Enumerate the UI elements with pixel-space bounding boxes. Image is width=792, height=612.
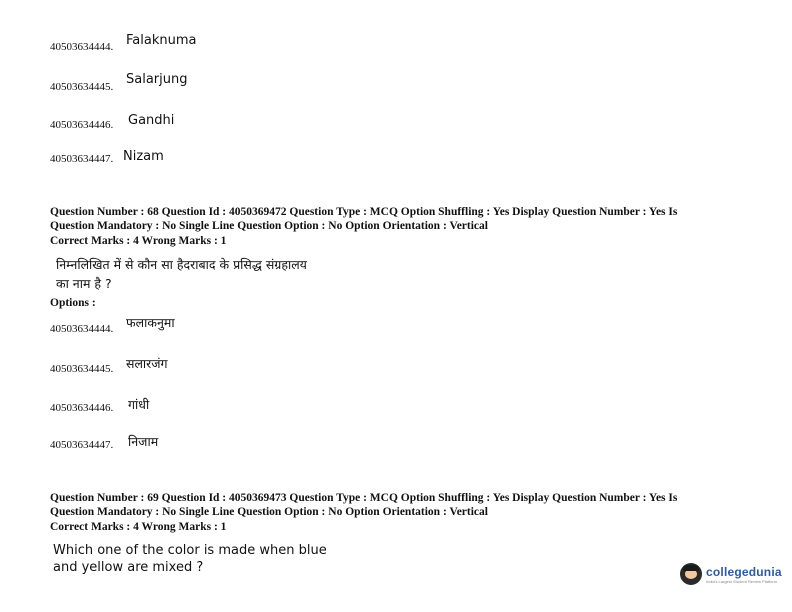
q67-option-1-text: Falaknuma	[126, 33, 197, 48]
q69-meta-line2: Question Mandatory : No Single Line Question Option : No Option Orientation : Vertical	[50, 506, 488, 518]
student-avatar-icon	[680, 563, 702, 585]
q68-option-3-id: 40503634446.	[50, 402, 114, 414]
q67-option-1-id: 40503634444.	[50, 41, 114, 53]
logo-name: collegedunia	[706, 564, 782, 579]
q67-option-4-id: 40503634447.	[50, 153, 114, 165]
q68-options-label: Options :	[50, 297, 96, 309]
q68-marks: Correct Marks : 4 Wrong Marks : 1	[50, 235, 227, 247]
logo-text	[706, 565, 782, 584]
q67-option-4-text: Nizam	[123, 149, 164, 164]
q68-option-3-text: गांधी	[128, 397, 150, 412]
q68-option-1-id: 40503634444.	[50, 323, 114, 335]
logo-tagline: India's Largest Student Review Platform	[706, 578, 778, 584]
q69-question-line2: and yellow are mixed ?	[53, 560, 204, 575]
q69-meta-line1: Question Number : 69 Question Id : 4050369473 Question Type : MCQ Option Shuffling : Yes Display Question Number : Yes Is	[50, 492, 678, 504]
q67-option-3-id: 40503634446.	[50, 119, 114, 131]
q68-option-2-id: 40503634445.	[50, 363, 114, 375]
q68-option-4-text: निजाम	[128, 434, 159, 449]
q69-marks: Correct Marks : 4 Wrong Marks : 1	[50, 521, 227, 533]
q68-meta-line1: Question Number : 68 Question Id : 4050369472 Question Type : MCQ Option Shuffling : Yes Display Question Number : Yes Is	[50, 206, 678, 218]
q68-option-4-id: 40503634447.	[50, 439, 114, 451]
q69-question-line1: Which one of the color is made when blue	[53, 543, 327, 558]
q68-option-2-text: सलारजंग	[126, 356, 168, 371]
q68-option-1-text: फलाकनुमा	[126, 315, 175, 330]
q68-meta-line2: Question Mandatory : No Single Line Question Option : No Option Orientation : Vertical	[50, 220, 488, 232]
q67-option-2-id: 40503634445.	[50, 81, 114, 93]
q68-question-line1: निम्नलिखित में से कौन सा हैदराबाद के प्रसिद्ध संग्रहालय	[56, 257, 307, 272]
q68-question-line2: का नाम है ?	[56, 276, 112, 291]
q67-option-2-text: Salarjung	[126, 72, 188, 87]
q67-option-3-text: Gandhi	[128, 113, 175, 128]
collegedunia-logo	[680, 563, 782, 585]
